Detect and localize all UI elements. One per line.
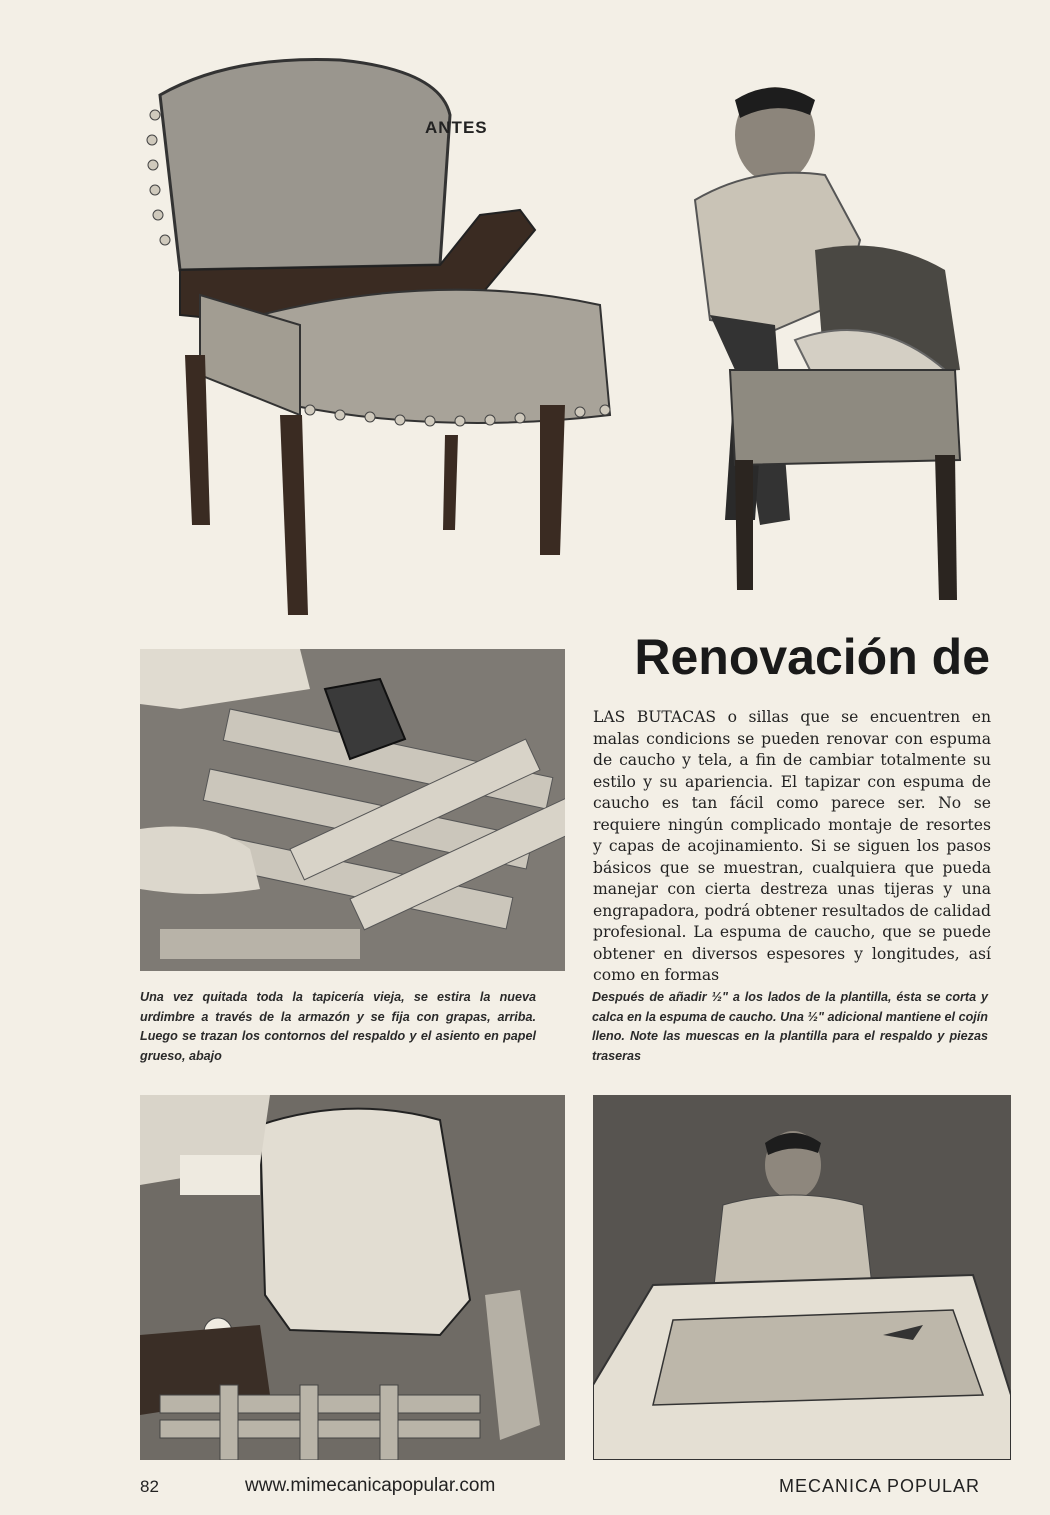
- page-number: 82: [140, 1477, 159, 1496]
- photo-stapling-webbing: [140, 649, 565, 971]
- photo-tracing-template: [140, 1095, 565, 1460]
- photo-cutting-foam: [593, 1095, 1011, 1460]
- caption-right: Después de añadir ½" a los lados de la plantilla, ésta se corta y calca en la espuma de caucho. Una ½" adicional mantiene el cojín lleno. Note las muescas en la plantilla para el respaldo y piezas traseras: [592, 990, 988, 1063]
- article-title: Renovación de: [634, 629, 990, 685]
- photo-man-stripping-chair: [675, 70, 975, 630]
- caption-left: Una vez quitada toda la tapicería vieja, se estira la nueva urdimbre a través de la armazón y se fija con grapas, arriba. Luego se trazan los contornos del respaldo y el asiento en papel grueso, abajo: [140, 990, 536, 1063]
- magazine-name: MECANICA POPULAR: [778, 1476, 980, 1496]
- article-body: LAS BUTACAS o sillas que se encuentren en malas condicions se pueden renovar con espuma de caucho y tela, a fin de cambiar totalmente su estilo y su apariencia. El tapizar con espuma de caucho es tan fácil como parece ser. No se requiere ningún complicado montaje de resortes y capas de acojinamiento. Si se siguen los pasos básicos que se muestran, cualquiera que pueda manejar con cierta destreza unas tijeras y una engrapadora, podrá obtener resultados de calidad profesional. La espuma de caucho, que se puede obtener en diversos espesores y longitudes, así como en formas: [593, 708, 991, 984]
- site-url[interactable]: www.mimecanicapopular.com: [245, 1475, 496, 1496]
- photo-old-chair: [140, 55, 620, 630]
- before-label: ANTES: [425, 118, 488, 137]
